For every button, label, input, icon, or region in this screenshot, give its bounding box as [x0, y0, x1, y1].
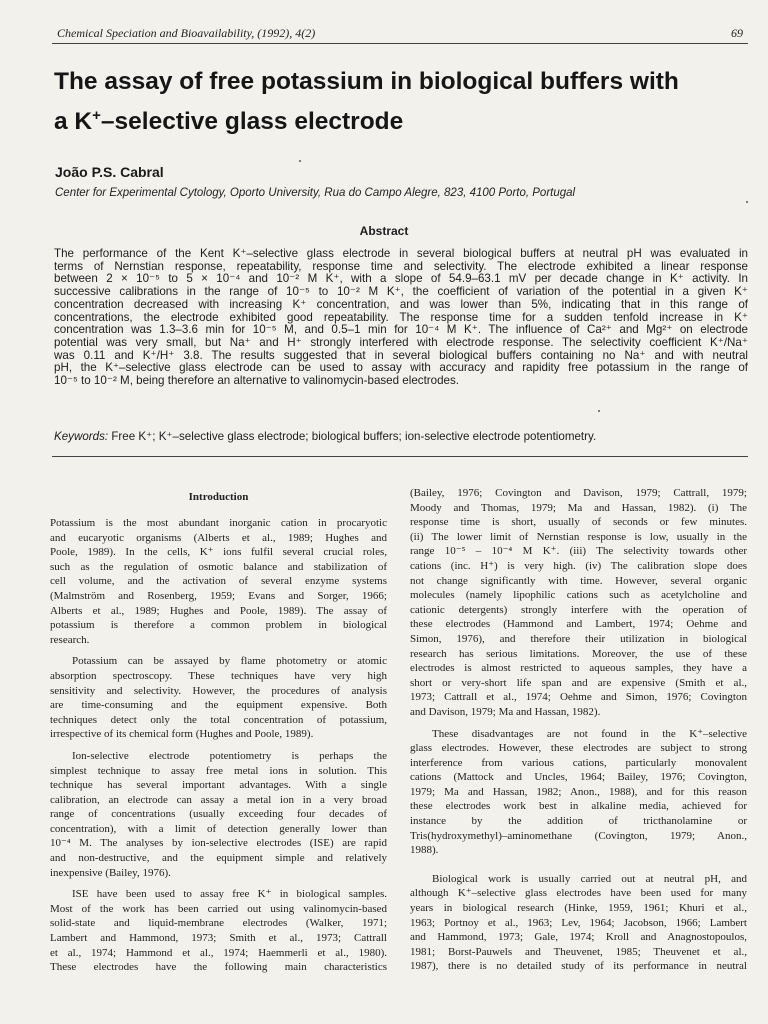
abstract-line: between 2 × 10⁻⁵ to 5 × 10⁻⁴ and 10⁻² M K⁺, with a slope of 54.9–63.1 mV per decade change in K⁺ activity. In: [54, 272, 748, 286]
text-line: Alberts et al., 1989; Hughes and Poole, 1989). The assay of: [50, 604, 387, 617]
journal-citation: Chemical Speciation and Bioavailability, (1992), 4(2): [57, 26, 316, 40]
text-line: technique has several important advantages. With a single: [50, 779, 387, 792]
text-line: (Bailey, 1976; Covington and Davison, 1979; Cattrall, 1979;: [410, 487, 747, 499]
abstract-line: was 0.11 and K⁺/H⁺ 3.8. The results suggested that in several biological buffers containing no Na⁺ and with neutral: [54, 348, 748, 362]
text-line: Potassium is the most abundant inorganic cation in procaryotic: [50, 517, 387, 529]
abstract-heading: Abstract: [359, 224, 409, 238]
paragraph-gap: [50, 880, 387, 887]
text-line: ISE have been used to assay free K⁺ in biological samples.: [72, 888, 387, 901]
text-line: and Hammond, 1973; Gale, 1974; Kroll and Anagnostopoulos,: [410, 931, 747, 944]
text-line: short or very-short life span and are expensive (Smith et al.,: [410, 676, 747, 689]
text-line: 1973; Cattrall et al., 1974; Oehme and Simon, 1976; Covington: [410, 691, 747, 704]
title-line-2-post: –selective glass electrode: [100, 108, 404, 135]
text-line: concentration), with a limit of detection generally lower than: [50, 822, 387, 835]
text-line: Moody and Thomas, 1979; Ma and Hassan, 1982). (i) The: [410, 501, 747, 514]
text-line: although K⁺–selective glass electrodes have been used for many: [410, 887, 747, 900]
text-line: Simon, 1976), and therefore their utilization in biological: [410, 632, 747, 645]
text-line: potassium is therefore a common problem in biological: [50, 619, 387, 632]
speck-mark: [299, 160, 301, 162]
text-line: calibration, an electrode can assay a metal ion in a very broad: [50, 793, 387, 806]
text-line: range of concentrations (usually exceeding four decades of: [50, 808, 387, 821]
text-line: cations (inc. H⁺) is very high. (iv) The calibration slope does: [410, 559, 747, 572]
text-line: Most of the work has been carried out using valinomycin-based: [50, 902, 387, 915]
text-line: these electrodes (Hammond and Lambert, 1974; Oehme and: [410, 618, 747, 631]
text-line: Biological work is usually carried out at neutral pH, and: [432, 872, 747, 885]
running-head: [57, 26, 743, 41]
title-line-1: The assay of free potassium in biological buffers with: [54, 68, 679, 95]
text-line: molecules (namely lipophilic cations such as acetylcholine and: [410, 589, 747, 602]
author-affiliation: Center for Experimental Cytology, Oporto University, Rua do Campo Alegre, 823, 4100 Porto, Portugal: [55, 187, 576, 199]
right-column: [410, 486, 747, 974]
keywords-label: Keywords:: [54, 430, 109, 443]
text-line: These disadvantages are not found in the K⁺–selective: [432, 727, 747, 740]
abstract-line: concentrations, the electrode exhibited good repeatability. The response time for a sudden tenfold increase in K⁺: [54, 310, 748, 324]
left-column: [50, 488, 387, 975]
text-line: and Davison, 1979; Ma and Hassan, 1982).: [410, 705, 601, 718]
paper-title: [54, 62, 754, 142]
title-line-2-pre: a K: [54, 108, 93, 135]
abstract-line: successive calibrations in the range of 10⁻⁵ to 10⁻² M K⁺, the coefficient of variation of the potential in a given K⁺: [54, 285, 748, 299]
text-line: Potassium can be assayed by flame photometry or atomic: [72, 655, 387, 668]
text-line: research has serious limitations. Moreover, the use of these: [410, 647, 747, 660]
abstract-line: The performance of the Kent K⁺–selective glass electrode in several biological buffers at neutral pH was evaluated in: [54, 247, 748, 260]
text-line: (Malmström and Rosenberg, 1959; Evans and Sorger, 1966;: [50, 589, 387, 602]
text-line: solid-state and liquid-membrane electrodes (Walker, 1971;: [50, 917, 387, 930]
text-line: irrespective of its chemical form (Hughes and Poole, 1989).: [50, 728, 314, 741]
abstract-line: 10⁻⁵ to 10⁻² M, being therefore an alternative to valinomycin-based electrodes.: [54, 374, 460, 388]
text-line: range 10⁻⁵ – 10⁻⁴ M K⁺. (iii) The selectivity towards other: [410, 545, 747, 558]
keywords-text: Free K⁺; K⁺–selective glass electrode; biological buffers; ion-selective electrode potentiometry.: [108, 430, 597, 443]
header-rule: [52, 43, 748, 44]
text-line: and non-destructive, and the equipment simple and relatively: [50, 852, 387, 865]
paragraph-gap: [50, 742, 387, 749]
text-line: Tris(hydroxymethyl)–aminomethane (Covington, 1979; Anon.,: [410, 829, 747, 842]
text-line: These electrodes have the following main characteristics: [50, 961, 387, 974]
speck-mark: [746, 201, 748, 203]
text-line: 1987), there is no detailed study of its performance in neutral: [410, 960, 747, 973]
text-line: response time is short, usually of seconds or few minutes.: [410, 516, 747, 529]
text-line: and eucaryotic organisms (Alberts et al., 1989; Hughes and: [50, 531, 387, 544]
text-line: these electrodes work best in alkaline media, achieved for: [410, 800, 747, 813]
text-line: (ii) The lower limit of Nernstian response is low, usually in the: [410, 530, 747, 543]
abstract-line: terms of Nernstian response, repeatability, response time and selectivity. The electrode exhibited a linear response: [54, 259, 748, 273]
paragraph-gap: [50, 647, 387, 654]
author-name: João P.S. Cabral: [55, 164, 164, 180]
text-line: Ion-selective electrode potentiometry is perhaps the: [72, 749, 387, 762]
text-line: not change significantly with time. However, several organic: [410, 574, 747, 587]
abstract-line: pH, the K⁺–selective glass electrode can be used to assay with accuracy and rapidity free potassium in the range of: [54, 361, 748, 375]
text-line: cell volume, and the activation of several enzyme systems: [50, 575, 387, 588]
text-line: et al., 1974; Hammond et al., 1974; Haemmerli et al., 1980).: [50, 946, 387, 959]
text-line: 10⁻⁴ M. The analyses by ion-selective electrodes (ISE) are rapid: [50, 837, 387, 850]
page-number: 69: [731, 26, 743, 40]
text-line: absorption spectroscopy. These techniques have very high: [50, 669, 387, 682]
text-line: such as the regulation of osmotic balance and stabilization of: [50, 560, 387, 573]
text-line: are time-consuming and the equipment expensive. Both: [50, 699, 387, 712]
text-line: cationic detergents) strongly interfere with the operation of: [410, 603, 747, 616]
text-line: sensitivity and selectivity. However, the procedures of analysis: [50, 684, 387, 697]
abstract-line: potential was very small, but Na⁺ and H⁺ strongly interfered with electrode response. The selectivity coefficient K⁺/Na⁺: [54, 335, 748, 349]
keywords: [54, 429, 754, 443]
text-line: 1979; Ma and Hassan, 1982; Anon., 1988), and for this reason: [410, 785, 747, 798]
text-line: research.: [50, 633, 90, 646]
speck-mark: [598, 410, 600, 412]
text-line: simplest technique to assay free metal ions in solution. This: [50, 764, 387, 777]
text-line: Lambert and Hammond, 1973; Smith et al., 1973; Cattrall: [50, 932, 387, 945]
text-line: techniques detect only the total concentration of potassium,: [50, 713, 387, 726]
text-line: electrodes is almost restricted to aqueous samples, they have a: [410, 662, 747, 675]
text-line: cations (Mattock and Uncles, 1964; Bailey, 1976; Covington,: [410, 771, 747, 784]
text-line: 1981; Borst-Pauwels and Theuvenet, 1985; Theuvenet et al.,: [410, 945, 747, 958]
abstract-line: concentration was 1.3–3.6 min for 10⁻⁵ M, and 0.5–1 min for 10⁻⁴ M K⁺. The influence of Ca²⁺ and Mg²⁺ on electrode: [54, 323, 748, 337]
text-line: 1963; Portnoy et al., 1963; Lev, 1964; Jacobson, 1966; Lambert: [410, 916, 747, 929]
paragraph-gap: [410, 858, 747, 872]
text-line: glass electrodes. However, these electrodes are subject to strong: [410, 742, 747, 755]
title-superscript: +: [92, 106, 101, 124]
abstract-line: concentration decreased with increasing K⁺ concentration, and was lower than 5%, indicating that in this range of: [54, 297, 748, 311]
text-line: inexpensive (Bailey, 1976).: [50, 866, 171, 879]
text-line: Poole, 1989). In the cells, K⁺ ions fulfil several crucial roles,: [50, 546, 387, 559]
text-line: interference from various cations, particularly monovalent: [410, 756, 747, 769]
text-line: 1988).: [410, 844, 439, 857]
introduction-heading: Introduction: [188, 491, 249, 503]
text-line: years in biological research (Hinke, 1959, 1961; Khuri et al.,: [410, 902, 747, 915]
paragraph-gap: [410, 720, 747, 727]
text-line: instance by the addition of tricthanolamine or: [410, 815, 747, 828]
section-rule: [52, 456, 748, 457]
abstract-body: [54, 248, 748, 388]
